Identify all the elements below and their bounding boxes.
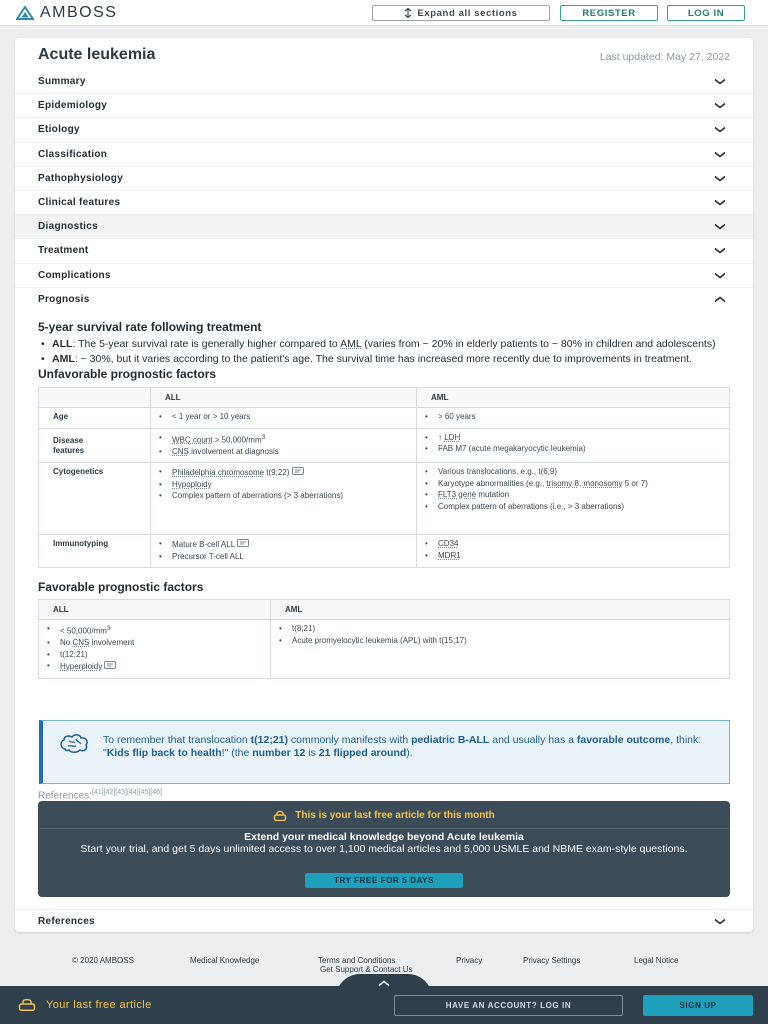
last-free-article: Your last free article: [18, 998, 152, 1011]
section-classification[interactable]: [15, 143, 753, 167]
paywall-notice: This is your last free article for this month: [38, 810, 730, 821]
article-title: Acute leukemia: [38, 46, 156, 63]
mnemonic-text: To remember that translocation t(12;21) commonly manifests with pediatric B-ALL and usually has a favorable outcome, think: "Kids flip back to health!" (the number 12 is 21 flipped around).: [103, 734, 702, 759]
chevron-down-icon: [714, 199, 726, 207]
list-item: • Various translocations, e.g., t(6;9): [423, 467, 723, 477]
list-item: • AML: ~ 30%, but it varies according to the patient's age. The survival time has increased more recently due to improvements in treatment.: [38, 353, 730, 366]
footer-link-terms[interactable]: Terms and Conditions: [318, 956, 396, 965]
section-label: Summary: [38, 76, 86, 88]
unfavorable-table: [38, 387, 730, 568]
section-epidemiology[interactable]: [15, 94, 753, 118]
favorable-heading: Favorable prognostic factors: [38, 580, 204, 595]
list-item: • No CNS involvement: [45, 638, 264, 648]
last-updated: Last updated: May 27, 2022: [599, 51, 730, 63]
image-icon[interactable]: [292, 468, 304, 477]
philadelphia-link[interactable]: Philadelphia chromosome: [172, 468, 265, 478]
column-header: ALL: [39, 600, 271, 620]
section-pathophysiology[interactable]: [15, 167, 753, 191]
ldh-link[interactable]: LDH: [444, 432, 461, 442]
row-header: Disease features: [39, 428, 151, 463]
hypoploidy-link[interactable]: Hypoploidy: [172, 479, 212, 489]
list-item: • Philadelphia chromosome t(9;22): [157, 467, 410, 478]
section-complications[interactable]: [15, 264, 753, 288]
register-button[interactable]: REGISTER: [560, 5, 658, 21]
aml-link[interactable]: AML: [340, 338, 362, 350]
column-header: AML: [271, 600, 730, 620]
list-item: • < $50,000/mm^3$: [45, 624, 264, 636]
mnemonic-box: [39, 720, 730, 784]
mdr1-link[interactable]: MDR1: [438, 550, 461, 560]
section-label: Treatment: [38, 245, 89, 257]
section-label: Complications: [38, 269, 111, 281]
trisomy-link[interactable]: trisomy 8: [546, 478, 579, 488]
list-item: • FLT3 gene mutation: [423, 490, 723, 500]
prognosis-content: [38, 320, 730, 679]
unfavorable-heading: Unfavorable prognostic factors: [38, 367, 217, 381]
section-label: Classification: [38, 148, 108, 160]
row-header: Immunotyping: [39, 535, 151, 568]
column-header: ALL: [151, 388, 417, 408]
amboss-logo-icon: [16, 6, 34, 20]
survival-list: [38, 338, 730, 365]
list-item: [157, 480, 410, 490]
list-item: [45, 661, 264, 672]
list-item: • Precursor T-cell ALL: [157, 552, 410, 562]
row-header: Age: [39, 408, 151, 429]
amboss-logo[interactable]: [16, 4, 117, 22]
table-row: [39, 620, 730, 679]
list-item: • Karyotype abnormalities (e.g., trisomy 8, monosomy 5 or 7): [423, 479, 723, 489]
table-row: [39, 428, 730, 463]
lock-icon: [18, 998, 36, 1011]
paywall-body: Start your trial, and get 5 days unlimited access to over 1,100 medical articles and 5,000 USMLE and NBME exam-style questions.: [80, 843, 688, 855]
reference-links[interactable]: [41][42][43][44][45][46]: [91, 789, 162, 796]
list-item: • t(8;21): [277, 624, 723, 634]
chevron-down-icon: [714, 126, 726, 134]
article-card: [15, 38, 753, 932]
footer-link-medical-knowledge[interactable]: Medical Knowledge: [190, 956, 260, 965]
section-label: References: [38, 915, 95, 927]
have-account-login-button[interactable]: HAVE AN ACCOUNT? LOG IN: [394, 995, 623, 1016]
flt3-link[interactable]: FLT3 gene: [438, 490, 477, 500]
lock-icon: [273, 810, 287, 821]
chevron-up-icon: [714, 296, 726, 304]
paywall-box: [38, 801, 730, 897]
section-diagnostics[interactable]: [15, 215, 753, 239]
chevron-down-icon: [714, 174, 726, 182]
footer-link-privacy-settings[interactable]: Privacy Settings: [523, 956, 581, 965]
list-item: • WBC count > $50,000/mm^3$: [157, 433, 410, 445]
section-prognosis[interactable]: [15, 288, 753, 312]
list-item: • Mature B-cell ALL: [157, 539, 410, 550]
list-item: • Complex pattern of aberrations (> 3 aberrations): [157, 491, 410, 501]
inline-references: References:[41][42][43][44][45][46]: [38, 789, 162, 802]
list-item: [423, 551, 723, 561]
section-label: Clinical features: [38, 197, 121, 209]
list-item: • CNS involvement at diagnosis: [157, 447, 410, 457]
hyperploidy-link[interactable]: Hyperploidy: [60, 662, 103, 672]
section-label: Prognosis: [38, 294, 90, 306]
image-icon[interactable]: [237, 540, 249, 549]
section-references[interactable]: [15, 909, 753, 932]
favorable-table: [38, 599, 730, 679]
list-item: • < 1 year or > 10 years: [157, 412, 410, 422]
chevron-down-icon: [714, 223, 726, 231]
list-item: • t(12;21): [45, 650, 264, 660]
table-row: [39, 463, 730, 535]
section-label: Epidemiology: [38, 100, 108, 112]
footer-link-privacy[interactable]: Privacy: [456, 956, 483, 965]
cd34-link[interactable]: CD34: [438, 539, 459, 549]
section-clinical-features[interactable]: [15, 191, 753, 215]
sign-up-button[interactable]: SIGN UP: [643, 995, 753, 1016]
chevron-down-icon: [714, 78, 726, 86]
row-header: Cytogenetics: [39, 463, 151, 535]
table-row: [39, 408, 730, 429]
image-icon[interactable]: [104, 662, 116, 671]
list-item: [423, 539, 723, 549]
cns-link[interactable]: CNS: [172, 446, 189, 456]
login-button[interactable]: LOG IN: [667, 5, 745, 21]
section-label: Pathophysiology: [38, 172, 124, 184]
list-item: • > 60 years: [423, 412, 723, 422]
bottom-bar: [0, 986, 768, 1024]
list-item: • Acute promyelocytic leukemia (APL) with t(15;17): [277, 636, 723, 646]
section-etiology[interactable]: [15, 118, 753, 142]
section-label: Diagnostics: [38, 221, 98, 233]
list-item: • ↑ LDH: [423, 433, 723, 443]
table-row: [39, 535, 730, 568]
chevron-down-icon: [714, 102, 726, 110]
list-item: • ALL: The 5-year survival rate is generally higher compared to AML (varies from ~ 20% in elderly patients to ~ 80% in children and adolescents): [38, 338, 730, 351]
expand-all-label: Expand all sections: [417, 7, 518, 19]
cns-link[interactable]: CNS: [72, 638, 90, 648]
section-summary[interactable]: [15, 70, 753, 94]
chevron-down-icon: [714, 150, 726, 158]
copyright: © 2020 AMBOSS: [72, 956, 134, 965]
chevron-down-icon: [714, 247, 726, 255]
section-label: Etiology: [38, 124, 80, 136]
expand-all-button[interactable]: [372, 5, 550, 21]
section-list: [15, 70, 753, 312]
footer-link-support[interactable]: Get Support & Contact Us: [320, 965, 413, 974]
section-treatment[interactable]: [15, 239, 753, 263]
chevron-down-icon: [714, 917, 726, 925]
wbc-link[interactable]: WBC count: [172, 435, 213, 445]
survival-heading: 5-year survival rate following treatment: [38, 320, 262, 334]
top-bar: [0, 0, 768, 26]
divider: [38, 828, 730, 829]
logo-text: AMBOSS: [40, 4, 118, 21]
list-item: • FAB M7 (acute megakaryocytic leukemia): [423, 444, 723, 454]
column-header: AML: [417, 388, 730, 408]
paywall-heading: Extend your medical knowledge beyond Acute leukemia: [244, 831, 524, 843]
brain-icon: [59, 734, 89, 759]
monosomy-link[interactable]: monosomy: [583, 478, 623, 488]
list-item: • Complex pattern of aberrations (i.e., > 3 aberrations): [423, 502, 723, 512]
chevron-up-icon: [378, 980, 390, 987]
try-free-button[interactable]: TRY FREE FOR 5 DAYS: [305, 873, 463, 888]
expand-icon: [404, 8, 412, 18]
table-corner: [39, 388, 151, 408]
chevron-down-icon: [714, 271, 726, 279]
footer-link-legal[interactable]: Legal Notice: [634, 956, 679, 965]
